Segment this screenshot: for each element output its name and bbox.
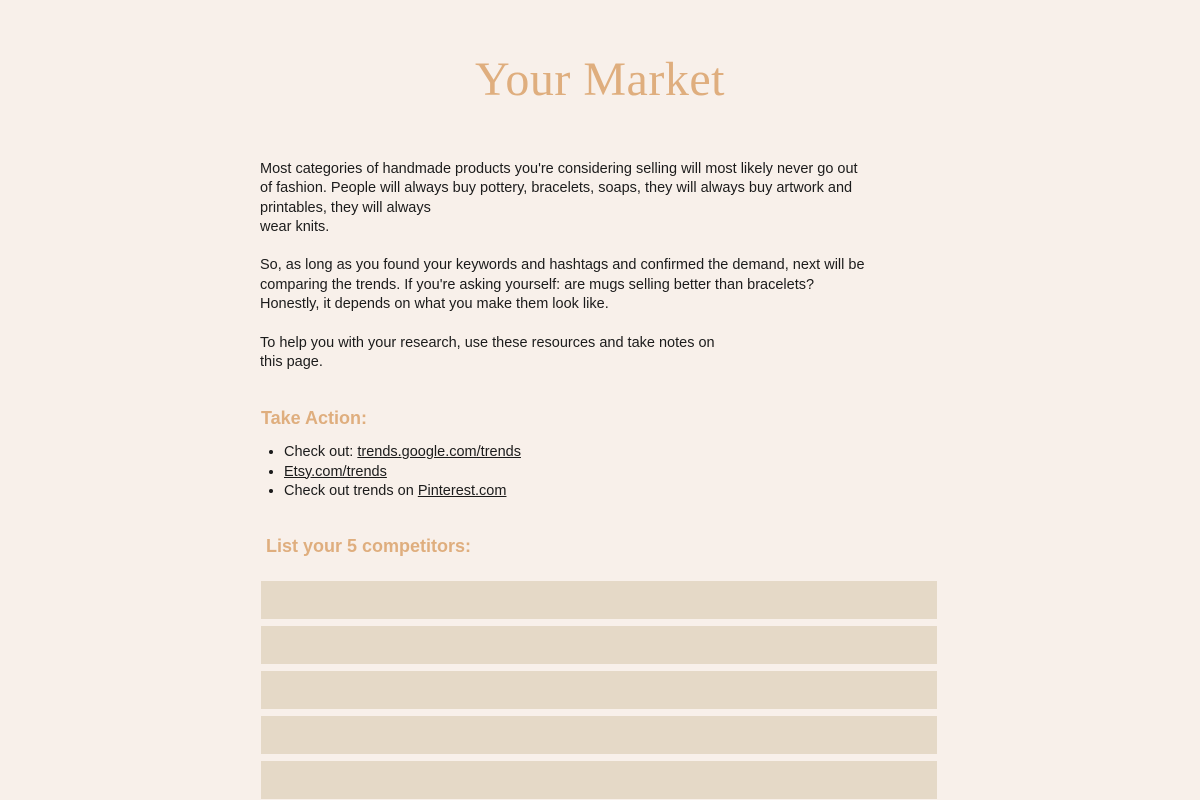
page-title: Your Market [475, 53, 725, 106]
competitors-heading: List your 5 competitors: [266, 536, 472, 556]
intro-p3-line-2: this page. [260, 353, 323, 370]
competitor-field-4[interactable] [261, 716, 937, 754]
google-trends-link[interactable]: trends.google.com/trends [357, 444, 521, 460]
intro-paragraph-2 [260, 256, 940, 314]
take-action-heading: Take Action: [261, 408, 368, 428]
intro-p2-line-1: So, as long as you found your keywords and hashtags and confirmed the demand, next will be [260, 257, 865, 274]
intro-text [260, 160, 940, 392]
pinterest-link[interactable]: Pinterest.com [417, 483, 507, 499]
intro-paragraph-1 [260, 160, 940, 237]
list-item-prefix: Check out trends on [284, 483, 418, 499]
intro-p1-line-1: Most categories of handmade products you're considering selling will most likely never go out [260, 161, 858, 177]
list-item [284, 482, 884, 502]
take-action-list [260, 443, 884, 502]
intro-p1-line-3: printables, they will always [260, 199, 431, 216]
competitors-fields [261, 581, 937, 800]
intro-p1-line-4: wear knits. [260, 218, 330, 235]
competitor-field-1[interactable] [261, 581, 937, 619]
list-item-prefix: Check out: [284, 444, 358, 460]
list-item [284, 463, 884, 483]
intro-paragraph-3 [260, 334, 940, 373]
intro-p3-line-1: To help you with your research, use these resources and take notes on [260, 334, 715, 351]
etsy-trends-link[interactable]: Etsy.com/trends [284, 463, 387, 480]
list-item [284, 443, 884, 463]
competitor-field-5[interactable] [261, 761, 937, 799]
intro-p1-line-2: of fashion. People will always buy pottery, bracelets, soaps, they will always buy artwork and [260, 180, 853, 197]
intro-p2-line-2: comparing the trends. If you're asking yourself: are mugs selling better than bracelets? [260, 276, 815, 293]
competitor-field-2[interactable] [261, 626, 937, 664]
intro-p2-line-3: Honestly, it depends on what you make them look like. [260, 296, 609, 313]
competitor-field-3[interactable] [261, 671, 937, 709]
